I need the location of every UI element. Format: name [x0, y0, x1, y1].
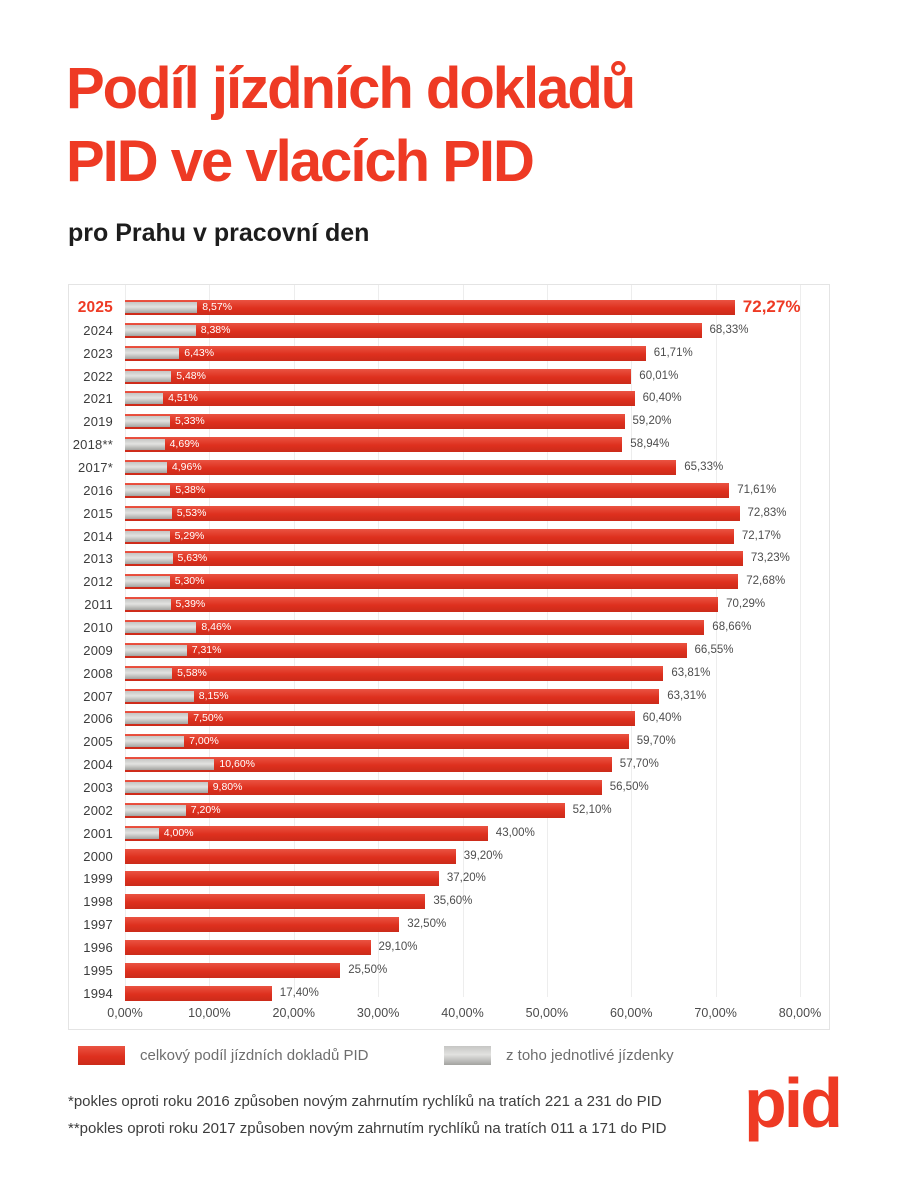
single-ticket-bar [125, 531, 170, 542]
bar-track [125, 410, 829, 433]
single-ticket-value: 5,33% [175, 415, 205, 428]
x-tick-label: 70,00% [694, 1006, 737, 1020]
bar-row [69, 319, 829, 342]
bar-row [69, 936, 829, 959]
bar-row [69, 730, 829, 753]
year-label: 2002 [83, 802, 113, 818]
total-value: 57,70% [619, 758, 659, 771]
single-ticket-value: 5,48% [176, 369, 206, 382]
single-ticket-value: 4,00% [163, 826, 194, 839]
single-ticket-value: 8,57% [202, 301, 233, 313]
year-label: 2024 [83, 322, 113, 338]
single-ticket-bar [125, 553, 173, 564]
bar-chart [68, 284, 830, 1030]
single-ticket-bar [125, 759, 214, 770]
total-value: 71,61% [737, 483, 777, 496]
bar-track [125, 890, 829, 913]
bar-track [125, 433, 829, 456]
bar-track [125, 525, 829, 548]
bar-track [125, 456, 829, 479]
total-value: 68,33% [709, 323, 749, 336]
single-ticket-value: 6,43% [184, 346, 215, 359]
single-ticket-value: 5,53% [176, 506, 207, 519]
year-label: 2025 [77, 299, 113, 316]
year-label: 2023 [83, 345, 113, 361]
bar-row [69, 387, 829, 410]
total-bar [125, 506, 740, 521]
bar-row [69, 707, 829, 730]
single-ticket-bar [125, 599, 171, 610]
bar-row [69, 502, 829, 525]
single-ticket-bar [125, 371, 171, 382]
total-value: 63,31% [667, 689, 707, 702]
total-bar [125, 597, 718, 612]
bar-track [125, 707, 829, 730]
total-value: 61,71% [653, 346, 693, 359]
total-value: 56,50% [609, 781, 649, 794]
title-line-1: Podíl jízdních dokladů [66, 56, 635, 121]
total-value: 72,68% [746, 575, 786, 588]
year-label: 2018** [72, 437, 113, 453]
bar-track [125, 913, 829, 936]
total-value: 37,20% [446, 872, 486, 885]
year-label: 2019 [83, 414, 113, 430]
bar-track [125, 296, 829, 319]
year-label: 2017* [78, 460, 113, 476]
single-ticket-bar [125, 828, 159, 839]
bar-track [125, 502, 829, 525]
chart-legend [78, 1046, 838, 1066]
x-tick-label: 10,00% [188, 1006, 231, 1020]
bar-track [125, 365, 829, 388]
single-ticket-bar [125, 462, 167, 473]
title-line-2: PID ve vlacích PID [66, 129, 533, 194]
bar-track [125, 822, 829, 845]
bar-track [125, 342, 829, 365]
total-value: 39,20% [463, 849, 503, 862]
bar-row [69, 410, 829, 433]
bar-row [69, 525, 829, 548]
single-ticket-value: 5,39% [175, 598, 206, 611]
year-label: 1994 [83, 985, 113, 1001]
year-label: 2004 [83, 757, 113, 773]
bar-track [125, 959, 829, 982]
year-label: 1998 [83, 894, 113, 910]
year-label: 1995 [83, 962, 113, 978]
total-value: 66,55% [694, 643, 734, 656]
year-label: 2022 [83, 368, 113, 384]
total-value: 17,40% [279, 986, 319, 999]
bar-track [125, 616, 829, 639]
legend-item-single [444, 1046, 674, 1065]
bar-row [69, 296, 829, 319]
total-value: 59,20% [632, 415, 672, 428]
bar-track [125, 547, 829, 570]
year-label: 2014 [83, 528, 113, 544]
single-ticket-value: 9,80% [212, 781, 243, 794]
single-ticket-value: 4,51% [168, 392, 198, 405]
year-label: 2021 [83, 391, 113, 407]
bar-row [69, 685, 829, 708]
total-value: 73,23% [750, 552, 790, 565]
year-label: 2013 [83, 551, 113, 567]
single-ticket-value: 7,20% [190, 803, 221, 816]
year-label: 2007 [83, 688, 113, 704]
total-bar [125, 940, 371, 955]
single-ticket-bar [125, 325, 196, 336]
x-tick-label: 50,00% [525, 1006, 569, 1020]
year-label: 1999 [83, 871, 113, 887]
total-value: 52,10% [572, 803, 612, 816]
footnote-1: *pokles oproti roku 2016 způsoben novým zahrnutím rychlíků na tratích 221 a 231 do PID [68, 1093, 662, 1110]
single-ticket-bar [125, 485, 170, 496]
year-label: 2006 [83, 711, 113, 727]
page-subtitle: pro Prahu v pracovní den [68, 219, 370, 247]
total-value: 60,01% [639, 369, 679, 382]
legend-item-total [78, 1046, 368, 1065]
legend-swatch-red [78, 1046, 125, 1065]
single-ticket-value: 5,30% [174, 575, 205, 588]
legend-swatch-gray [444, 1046, 491, 1065]
bar-track [125, 799, 829, 822]
single-ticket-bar [125, 691, 194, 702]
total-value: 72,27% [742, 297, 801, 316]
single-ticket-bar [125, 645, 187, 656]
single-ticket-bar [125, 736, 184, 747]
total-bar [125, 849, 456, 864]
total-bar [125, 963, 340, 978]
legend-label-single: z toho jednotlivé jízdenky [506, 1047, 674, 1064]
single-ticket-value: 7,31% [191, 643, 222, 656]
bar-track [125, 479, 829, 502]
total-value: 32,50% [407, 918, 447, 931]
bar-row [69, 959, 829, 982]
single-ticket-value: 8,15% [198, 689, 229, 702]
bar-row [69, 639, 829, 662]
bar-track [125, 753, 829, 776]
bar-track [125, 776, 829, 799]
bar-row [69, 456, 829, 479]
x-tick-label: 0,00% [107, 1006, 143, 1020]
total-bar [125, 871, 439, 886]
bar-row [69, 913, 829, 936]
single-ticket-bar [125, 576, 170, 587]
bar-track [125, 730, 829, 753]
single-ticket-bar [125, 668, 172, 679]
single-ticket-value: 8,46% [201, 621, 232, 634]
x-tick-label: 40,00% [441, 1006, 484, 1020]
x-tick-label: 30,00% [356, 1006, 400, 1020]
total-value: 63,81% [671, 666, 711, 679]
single-ticket-bar [125, 713, 188, 724]
bar-row [69, 867, 829, 890]
year-label: 1997 [83, 917, 113, 933]
single-ticket-bar [125, 416, 170, 427]
bar-row [69, 753, 829, 776]
total-value: 43,00% [495, 826, 535, 839]
bar-row [69, 799, 829, 822]
total-value: 60,40% [642, 712, 682, 725]
bar-row [69, 479, 829, 502]
single-ticket-bar [125, 508, 172, 519]
single-ticket-bar [125, 393, 163, 404]
single-ticket-value: 5,38% [175, 483, 206, 496]
single-ticket-value: 7,50% [193, 712, 224, 725]
bar-track [125, 639, 829, 662]
bar-row [69, 662, 829, 685]
footnote-2: **pokles oproti roku 2017 způsoben novým zahrnutím rychlíků na tratích 011 a 171 do PID [68, 1120, 667, 1137]
total-bar [125, 986, 272, 1001]
single-ticket-bar [125, 439, 165, 450]
single-ticket-value: 5,63% [177, 552, 208, 565]
single-ticket-value: 10,60% [219, 758, 256, 771]
x-tick-label: 80,00% [778, 1006, 822, 1020]
single-ticket-value: 7,00% [189, 735, 219, 748]
total-bar [125, 460, 676, 475]
total-value: 25,50% [348, 963, 388, 976]
single-ticket-bar [125, 782, 208, 793]
single-ticket-bar [125, 348, 179, 359]
bar-track [125, 936, 829, 959]
bar-row [69, 342, 829, 365]
year-label: 2016 [83, 482, 113, 498]
year-label: 2005 [83, 734, 113, 750]
single-ticket-bar [125, 805, 186, 816]
bar-track [125, 685, 829, 708]
bar-row [69, 776, 829, 799]
single-ticket-bar [125, 622, 196, 633]
bar-track [125, 319, 829, 342]
bar-row [69, 570, 829, 593]
legend-label-total: celkový podíl jízdních dokladů PID [140, 1047, 369, 1064]
total-bar [125, 437, 622, 452]
bar-row [69, 593, 829, 616]
bar-track [125, 662, 829, 685]
bar-row [69, 365, 829, 388]
total-bar [125, 917, 399, 932]
bar-track [125, 593, 829, 616]
year-label: 2008 [83, 665, 113, 681]
total-bar [125, 391, 635, 406]
total-value: 59,70% [636, 735, 676, 748]
total-value: 70,29% [726, 598, 766, 611]
bar-track [125, 867, 829, 890]
year-label: 2012 [83, 574, 113, 590]
year-label: 1996 [83, 940, 113, 956]
bar-row [69, 433, 829, 456]
total-value: 68,66% [712, 621, 752, 634]
total-value: 58,94% [630, 438, 670, 451]
single-ticket-bar [125, 302, 197, 313]
bar-row [69, 845, 829, 868]
x-tick-label: 60,00% [610, 1006, 653, 1020]
year-label: 2000 [83, 848, 113, 864]
total-bar [125, 551, 743, 566]
total-value: 72,17% [741, 529, 781, 542]
page-title [66, 52, 634, 198]
bar-row [69, 616, 829, 639]
bar-track [125, 845, 829, 868]
total-bar [125, 483, 729, 498]
x-tick-label: 20,00% [272, 1006, 315, 1020]
year-label: 2011 [84, 597, 113, 613]
pid-logo: pid [744, 1064, 840, 1142]
total-value: 35,60% [433, 895, 473, 908]
year-label: 2003 [83, 780, 113, 796]
total-value: 29,10% [378, 941, 418, 954]
bar-track [125, 570, 829, 593]
total-bar [125, 529, 734, 544]
bar-rows [69, 296, 829, 1005]
year-label: 2009 [83, 642, 113, 658]
single-ticket-value: 5,58% [177, 666, 207, 679]
year-label: 2001 [83, 825, 113, 841]
bar-row [69, 890, 829, 913]
single-ticket-value: 4,69% [169, 438, 200, 451]
single-ticket-value: 5,29% [174, 529, 205, 542]
bar-row [69, 822, 829, 845]
bar-track [125, 387, 829, 410]
total-value: 65,33% [684, 461, 724, 474]
year-label: 2010 [83, 620, 113, 636]
single-ticket-value: 8,38% [200, 323, 231, 336]
total-value: 60,40% [642, 392, 682, 405]
total-bar [125, 894, 425, 909]
x-axis [69, 1001, 829, 1025]
bar-row [69, 547, 829, 570]
footnotes [68, 1088, 666, 1142]
total-bar [125, 574, 738, 589]
year-label: 2015 [83, 505, 113, 521]
single-ticket-value: 4,96% [171, 461, 202, 474]
total-value: 72,83% [747, 506, 787, 519]
